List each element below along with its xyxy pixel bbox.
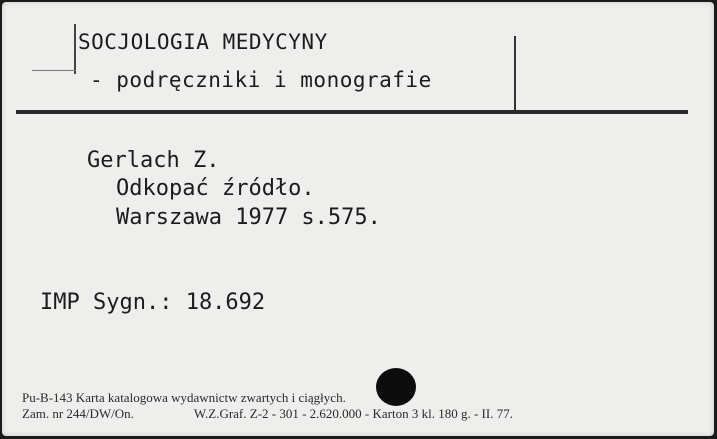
subject-subheading: - podręczniki i monografie bbox=[90, 68, 432, 92]
header-short-rule bbox=[32, 70, 76, 71]
header-right-rule bbox=[514, 36, 516, 112]
header-divider bbox=[16, 110, 688, 114]
call-number: IMP Sygn.: 18.692 bbox=[40, 290, 266, 315]
entry-author: Gerlach Z. bbox=[87, 148, 220, 173]
entry-title: Odkopać źródło. bbox=[116, 176, 315, 201]
punch-hole bbox=[376, 368, 416, 406]
footer-print-info: W.Z.Graf. Z-2 - 301 - 2.620.000 - Karton 3 kl. 180 g. - II. 77. bbox=[193, 406, 513, 421]
footer-line-2 bbox=[22, 406, 513, 422]
header-left-rule bbox=[74, 24, 76, 74]
entry-publication: Warszawa 1977 s.575. bbox=[116, 205, 381, 230]
footer-line-1: Pu-B-143 Karta katalogowa wydawnictw zwartych i ciągłych. bbox=[22, 390, 346, 405]
subject-heading: SOCJOLOGIA MEDYCYNY bbox=[78, 30, 328, 54]
catalog-card bbox=[2, 2, 714, 436]
footer-order-number: Zam. nr 244/DW/On. bbox=[22, 406, 134, 421]
